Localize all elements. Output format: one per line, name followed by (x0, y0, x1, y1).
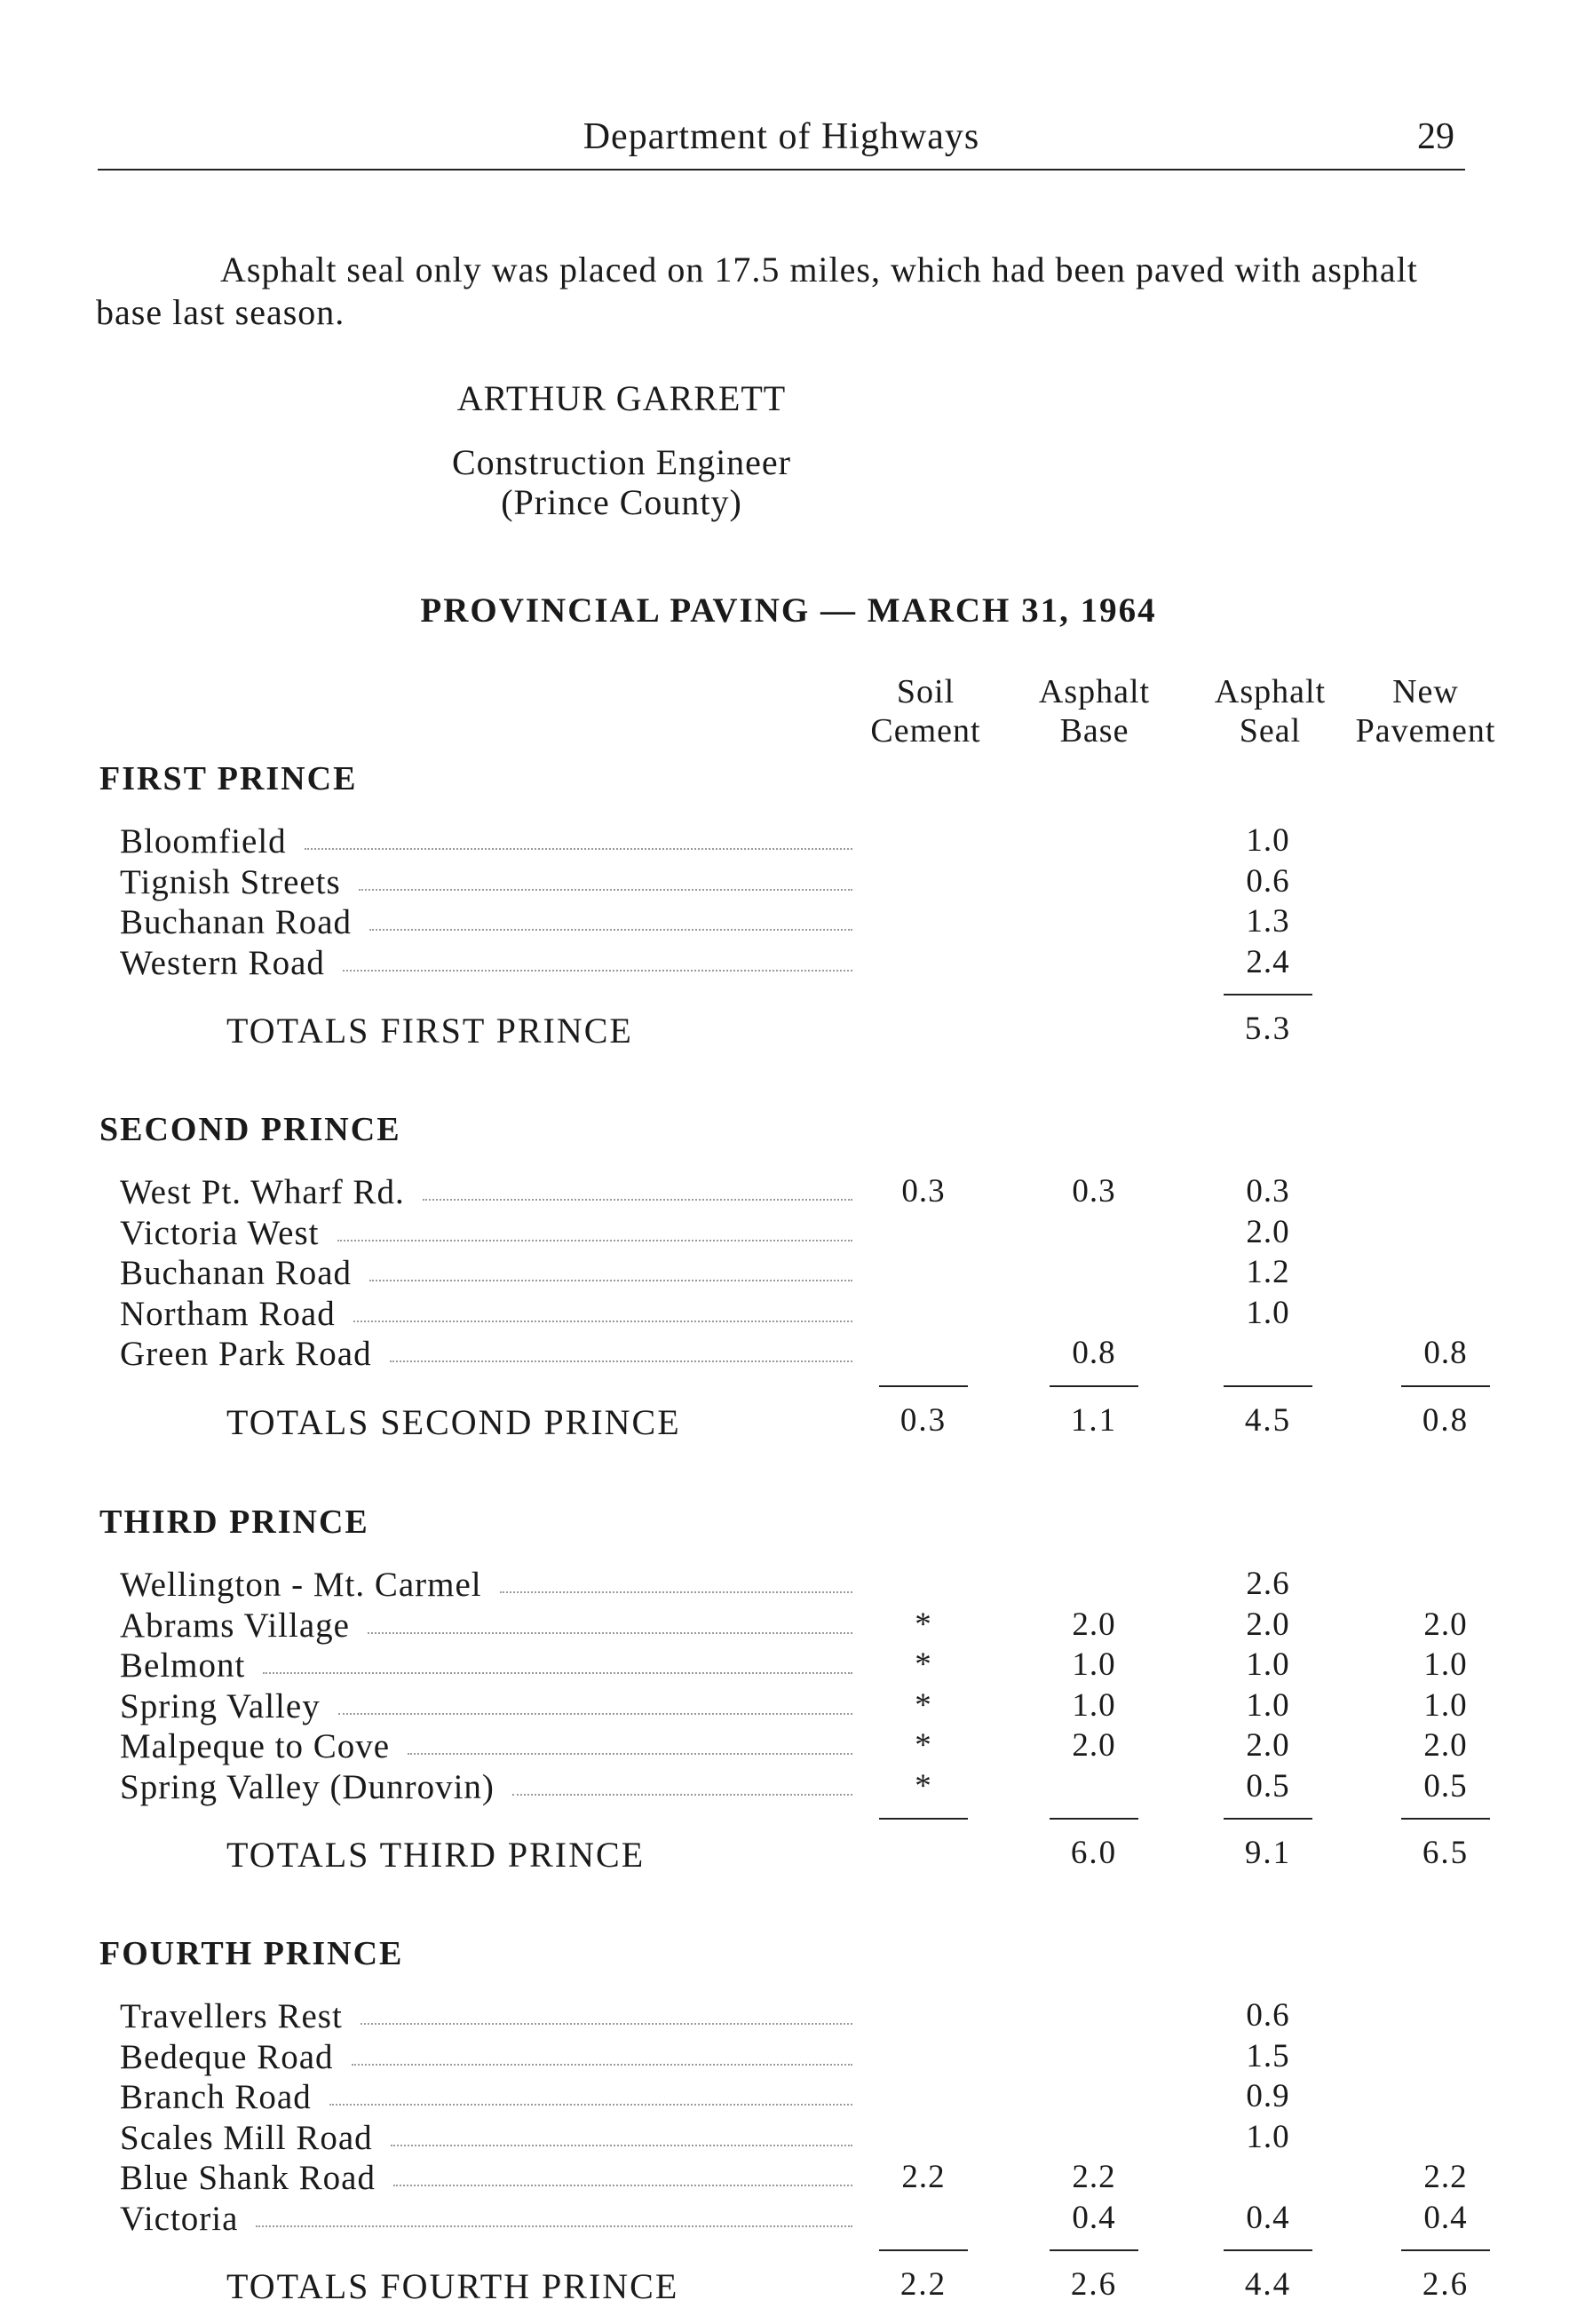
total-rule (1050, 1818, 1138, 1820)
column-header-line2: Cement (870, 712, 981, 750)
table-row (0, 2199, 1577, 2240)
table-cell: 0.8 (1072, 1335, 1116, 1371)
table-row (0, 1767, 1577, 1808)
row-label: Malpeque to Cove (120, 1727, 391, 1765)
row-label: Branch Road (120, 2078, 312, 2116)
table-row (0, 2037, 1577, 2078)
table-row (0, 2118, 1577, 2159)
table-cell: 0.8 (1423, 1335, 1468, 1371)
total-cell: 9.1 (1244, 1835, 1292, 1871)
dot-leader (369, 1280, 852, 1281)
dot-leader (343, 970, 852, 972)
section-heading: THIRD PRINCE (99, 1503, 369, 1541)
totals-row (0, 2265, 1577, 2310)
total-cell: 4.5 (1244, 1401, 1292, 1439)
table-cell: 0.5 (1423, 1767, 1468, 1804)
table-cell: * (915, 1606, 932, 1643)
total-cell: 2.2 (899, 2266, 947, 2303)
row-label: Victoria West (120, 1213, 320, 1252)
table-cell: 2.0 (1246, 1213, 1290, 1250)
column-header (1021, 672, 1168, 750)
row-label: Spring Valley (Dunrovin) (120, 1767, 495, 1806)
dot-leader (361, 2023, 852, 2025)
dot-leader (359, 889, 852, 891)
dot-leader (500, 1591, 852, 1593)
dot-leader (337, 1240, 853, 1241)
dot-leader (338, 1713, 852, 1715)
table-cell: 0.4 (1072, 2199, 1116, 2236)
column-header-line1: Asphalt (1214, 673, 1327, 710)
dot-leader (408, 1753, 852, 1755)
section-heading: FOURTH PRINCE (99, 1935, 404, 1972)
table-row (0, 1606, 1577, 1646)
row-label: Buchanan Road (120, 903, 353, 941)
dot-leader (305, 848, 852, 850)
column-header (1197, 672, 1343, 750)
total-rule (1050, 1385, 1138, 1387)
total-cell: 6.0 (1070, 1835, 1118, 1871)
total-rule (1050, 2249, 1138, 2251)
table-cell: 0.9 (1246, 2078, 1290, 2114)
table-cell: 0.3 (1246, 1173, 1290, 1210)
table-cell: 0.3 (1072, 1173, 1116, 1210)
dot-leader (329, 2104, 852, 2106)
dot-leader (391, 2145, 852, 2146)
dot-leader (368, 1632, 852, 1634)
table-row (0, 2158, 1577, 2199)
row-label: Travellers Rest (120, 1997, 343, 2035)
total-cell: 0.8 (1422, 1401, 1470, 1439)
page-header (98, 115, 1465, 171)
signature-name: ARTHUR GARRETT (456, 378, 787, 418)
table-cell: 1.3 (1246, 903, 1290, 940)
table-cell: 0.6 (1246, 862, 1290, 900)
table-title: PROVINCIAL PAVING — MARCH 31, 1964 (420, 591, 1157, 630)
table-cell: 2.4 (1246, 943, 1290, 980)
row-label: Bloomfield (120, 822, 287, 861)
column-header (852, 672, 999, 750)
totals-row (0, 1010, 1577, 1054)
total-rule (879, 1385, 968, 1387)
row-label: Abrams Village (120, 1606, 350, 1645)
column-header-line1: Soil (896, 673, 955, 710)
table-cell: 1.5 (1246, 2037, 1290, 2074)
column-header-line2: Base (1059, 712, 1129, 750)
table-cell: 2.2 (1072, 2159, 1116, 2195)
dot-leader (423, 1199, 852, 1201)
total-rule (1224, 2249, 1312, 2251)
dot-leader (369, 929, 852, 931)
total-cell: 4.4 (1244, 2266, 1292, 2303)
dot-leader (390, 1360, 852, 1362)
table-cell: 1.0 (1246, 1686, 1290, 1724)
row-label: West Pt. Wharf Rd. (120, 1173, 405, 1211)
totals-label: TOTALS FOURTH PRINCE (226, 2266, 679, 2306)
total-cell: 5.3 (1244, 1011, 1292, 1047)
section-heading: FIRST PRINCE (99, 760, 358, 797)
table-cell: 2.6 (1246, 1566, 1290, 1602)
signature-county: (Prince County) (501, 482, 742, 522)
total-rule (1401, 2249, 1490, 2251)
row-label: Tignish Streets (120, 862, 341, 901)
dot-leader (393, 2185, 852, 2186)
row-label: Wellington - Mt. Carmel (120, 1566, 482, 1604)
table-cell: 2.0 (1246, 1727, 1290, 1764)
table-row (0, 1172, 1577, 1213)
total-cell: 1.1 (1070, 1401, 1118, 1439)
table-cell: 0.5 (1246, 1767, 1290, 1804)
table-row (0, 1726, 1577, 1767)
totals-row (0, 1401, 1577, 1446)
table-cell: 0.4 (1423, 2199, 1468, 2236)
table-cell: 2.0 (1072, 1606, 1116, 1643)
totals-row (0, 1834, 1577, 1878)
totals-label: TOTALS FIRST PRINCE (226, 1011, 633, 1051)
table-row (0, 862, 1577, 903)
table-row (0, 1294, 1577, 1335)
intro-text: Asphalt seal only was placed on 17.5 miles, which had been paved with asphalt base last season. (96, 250, 1418, 332)
total-rule (1224, 1818, 1312, 1820)
row-label: Spring Valley (120, 1686, 321, 1725)
dot-leader (352, 2064, 852, 2066)
table-cell: * (915, 1727, 932, 1764)
table-cell: 2.0 (1423, 1606, 1468, 1643)
table-cell: * (915, 1646, 932, 1683)
row-label: Western Road (120, 943, 325, 982)
table-cell: 2.0 (1246, 1606, 1290, 1643)
totals-label: TOTALS THIRD PRINCE (226, 1835, 646, 1875)
total-cell: 2.6 (1422, 2266, 1470, 2303)
dot-leader (512, 1794, 852, 1796)
total-rule (879, 2249, 968, 2251)
total-cell: 0.3 (899, 1401, 947, 1439)
table-cell: 2.0 (1072, 1727, 1116, 1764)
table-row (0, 821, 1577, 862)
table-cell: 0.6 (1246, 1997, 1290, 2034)
table-row (0, 1334, 1577, 1375)
intro-paragraph (96, 249, 1468, 334)
total-rule (1224, 1385, 1312, 1387)
total-rule (1224, 994, 1312, 995)
table-cell: 1.0 (1423, 1686, 1468, 1724)
row-label: Belmont (120, 1646, 246, 1685)
table-cell: 1.0 (1246, 1294, 1290, 1331)
table-cell: 0.3 (901, 1173, 946, 1210)
row-label: Buchanan Road (120, 1254, 353, 1292)
row-label: Green Park Road (120, 1335, 372, 1373)
table-cell: 2.2 (1423, 2159, 1468, 2195)
totals-label: TOTALS SECOND PRINCE (226, 1401, 681, 1442)
running-head: Department of Highways (582, 116, 980, 157)
table-row (0, 1996, 1577, 2037)
section-heading: SECOND PRINCE (99, 1111, 401, 1148)
total-rule (1401, 1818, 1490, 1820)
table-cell: 1.0 (1072, 1686, 1116, 1724)
row-label: Bedeque Road (120, 2037, 334, 2076)
table-cell: 1.0 (1246, 1646, 1290, 1683)
signature-title: Construction Engineer (451, 442, 792, 482)
table-cell: 0.4 (1246, 2199, 1290, 2236)
table-row (0, 902, 1577, 943)
table-row (0, 1213, 1577, 1254)
table-cell: 1.0 (1072, 1646, 1116, 1683)
table-row (0, 1686, 1577, 1727)
table-cell: 2.0 (1423, 1727, 1468, 1764)
table-row (0, 2077, 1577, 2118)
table-cell: * (915, 1767, 932, 1804)
dot-leader (256, 2225, 852, 2227)
column-header-line2: Seal (1239, 712, 1302, 750)
table-row (0, 943, 1577, 984)
column-header-line2: Pavement (1355, 712, 1496, 750)
table-cell: 2.2 (901, 2159, 946, 2195)
table-row (0, 1253, 1577, 1294)
total-cell: 2.6 (1070, 2266, 1118, 2303)
total-rule (1401, 1385, 1490, 1387)
table-cell: 1.0 (1246, 822, 1290, 859)
table-cell: * (915, 1686, 932, 1724)
dot-leader (353, 1321, 852, 1322)
row-label: Victoria (120, 2199, 239, 2238)
column-header-line1: Asphalt (1038, 673, 1151, 710)
row-label: Northam Road (120, 1294, 336, 1333)
dot-leader (263, 1672, 852, 1674)
table-row (0, 1646, 1577, 1686)
row-label: Blue Shank Road (120, 2159, 376, 2197)
row-label: Scales Mill Road (120, 2118, 373, 2157)
table-cell: 1.0 (1246, 2118, 1290, 2155)
table-cell: 1.0 (1423, 1646, 1468, 1683)
table-cell: 1.2 (1246, 1254, 1290, 1290)
table-row (0, 1565, 1577, 1606)
total-rule (879, 1818, 968, 1820)
total-cell: 6.5 (1422, 1835, 1470, 1871)
column-header (1352, 672, 1499, 750)
column-header-line1: New (1392, 673, 1459, 710)
page-number: 29 (1417, 116, 1454, 157)
